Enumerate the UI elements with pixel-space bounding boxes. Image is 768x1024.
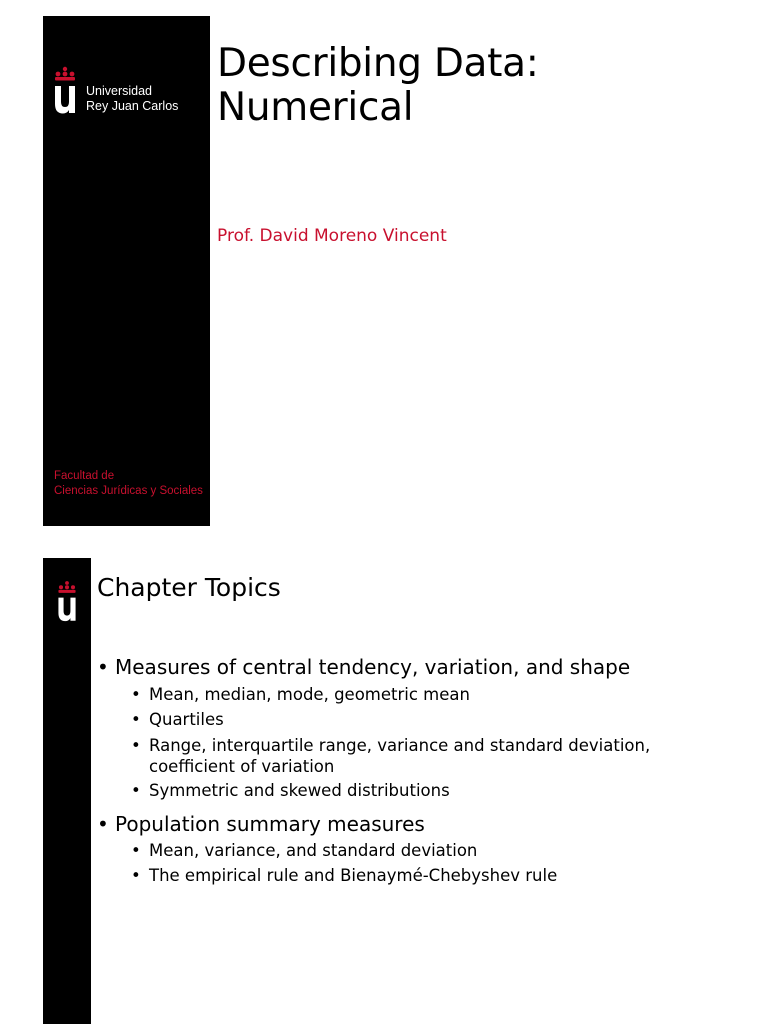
bullet-icon: • [131, 866, 141, 885]
subtopic-text: Mean, variance, and standard deviation [149, 841, 478, 860]
subtopic-item [131, 735, 650, 756]
bullet-icon: • [131, 781, 141, 800]
subtopic-continuation: coefficient of variation [149, 757, 335, 776]
slide-title-line-1: Describing Data: [217, 41, 539, 86]
subtopic-text: The empirical rule and Bienaymé-Chebyshev rule [149, 866, 558, 885]
subtopic-text: Symmetric and skewed distributions [149, 781, 450, 800]
faculty-name-line-2: Ciencias Jurídicas y Sociales [54, 485, 203, 497]
faculty-name-line-1: Facultad de [54, 470, 115, 482]
subtopic-item [131, 709, 224, 730]
topic-text: Measures of central tendency, variation, and shape [115, 655, 631, 679]
subtopic-text: Quartiles [149, 710, 224, 729]
subtopic-text: Mean, median, mode, geometric mean [149, 685, 470, 704]
university-name-line-1: Universidad [86, 84, 153, 98]
bullet-icon: • [131, 685, 141, 704]
subtopic-item [131, 684, 470, 705]
author-name: Prof. David Moreno Vincent [217, 226, 447, 246]
subtopic-text: Range, interquartile range, variance and standard deviation, [149, 736, 651, 755]
content-slide-sidebar [43, 558, 91, 1024]
bullet-icon: • [97, 655, 109, 679]
topic-item [97, 811, 425, 837]
bullet-icon: • [131, 841, 141, 860]
subtopic-item [131, 840, 477, 861]
topic-text: Population summary measures [115, 812, 425, 836]
urjc-crown-u-logo-icon [51, 66, 79, 114]
bullet-icon: • [131, 736, 141, 755]
slide-title-line-2: Numerical [217, 85, 414, 130]
urjc-crown-u-logo-icon [55, 580, 79, 622]
subtopic-item [131, 865, 557, 886]
chapter-topics-title: Chapter Topics [97, 573, 281, 602]
topic-item [97, 654, 630, 680]
bullet-icon: • [97, 812, 109, 836]
bullet-icon: • [131, 710, 141, 729]
subtopic-item [131, 780, 450, 801]
university-name-line-2: Rey Juan Carlos [86, 99, 179, 113]
